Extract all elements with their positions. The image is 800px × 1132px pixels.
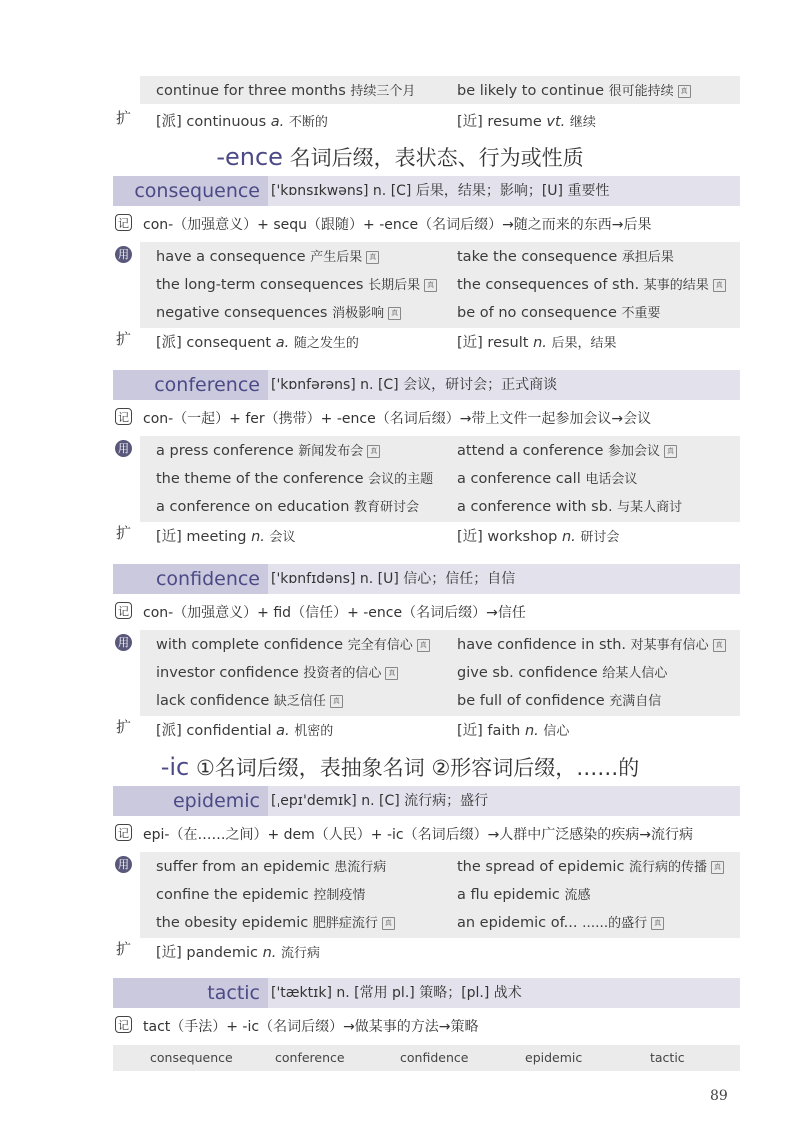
example-icon: 真 [330,695,343,708]
usage-item: take the consequence 承担后果 [457,249,674,265]
strip-word: consequence [150,1050,233,1065]
strip-word: conference [275,1050,345,1065]
usage-item: be likely to continue 很可能持续 真 [457,80,691,99]
headword-bar [113,176,740,206]
headword-bar [113,978,740,1008]
strip-word: epidemic [525,1050,583,1065]
example-icon: 真 [713,279,726,292]
definition: ['kɒnsɪkwəns] n. [C] 后果，结果；影响；[U] 重要性 [271,183,610,199]
expand-right: [近] result n. 后果，结果 [457,335,617,351]
strip-word: tactic [650,1050,685,1065]
usage-item: a flu epidemic 流感 [457,887,591,903]
memory-icon: 记 [115,1016,132,1033]
usage-item: confine the epidemic 控制疫情 [156,887,366,903]
usage-item: have confidence in sth. 对某事有信心 真 [457,634,726,653]
usage-item: an epidemic of... ……的盛行 真 [457,912,664,931]
expand-left: [近] meeting n. 会议 [156,529,296,545]
expand-icon: 扩 [115,718,131,736]
definition: [ˌepɪ'demɪk] n. [C] 流行病；盛行 [271,793,489,809]
definition: ['kɒnfərəns] n. [C] 会议，研讨会；正式商谈 [271,377,558,393]
memory-line: epi-（在……之间）+ dem（人民）+ -ic（名词后缀）→人群中广泛感染的疾病→流行病 [143,827,694,843]
usage-item: be of no consequence 不重要 [457,305,661,321]
usage-item: have a consequence 产生后果 真 [156,246,379,265]
example-icon: 真 [382,917,395,930]
expand-right: [近] resume vt. 继续 [457,114,596,130]
headword: consequence [113,176,268,206]
usage-icon: 用 [115,856,132,873]
memory-line: con-（一起）+ fer（携带）+ -ence（名词后缀）→带上文件一起参加会议→会议 [143,411,652,427]
usage-item: the consequences of sth. 某事的结果 真 [457,274,726,293]
expand-icon: 扩 [115,524,131,542]
expand-icon: 扩 [115,940,131,958]
usage-item: a conference on education 教育研讨会 [156,499,420,515]
memory-icon: 记 [115,602,132,619]
section-heading-ic: -ic ①名词后缀，表抽象名词 ②形容词后缀，……的 [160,753,640,781]
expand-right: [近] faith n. 信心 [457,723,570,739]
memory-line: con-（加强意义）+ fid（信任）+ -ence（名词后缀）→信任 [143,605,526,621]
example-icon: 真 [713,639,726,652]
word-strip [113,1045,740,1071]
memory-icon: 记 [115,214,132,231]
example-icon: 真 [678,85,691,98]
example-icon: 真 [388,307,401,320]
usage-item: the spread of epidemic 流行病的传播 真 [457,856,724,875]
usage-item: lack confidence 缺乏信任 真 [156,690,343,709]
expand-left: [派] continuous a. 不断的 [156,114,328,130]
usage-item: attend a conference 参加会议 真 [457,440,677,459]
definition: ['kɒnfɪdəns] n. [U] 信心；信任；自信 [271,571,516,587]
example-icon: 真 [664,445,677,458]
example-icon: 真 [385,667,398,680]
usage-item: suffer from an epidemic 患流行病 [156,859,387,875]
expand-right: [近] workshop n. 研讨会 [457,529,620,545]
usage-icon: 用 [115,440,132,457]
headword: confidence [113,564,268,594]
expand-icon: 扩 [115,330,131,348]
usage-item: a conference with sb. 与某人商讨 [457,499,683,515]
expand-icon: 扩 [115,109,131,127]
example-icon: 真 [651,917,664,930]
memory-line: con-（加强意义）+ sequ（跟随）+ -ence（名词后缀）→随之而来的东西→后果 [143,217,652,233]
page-number: 89 [710,1088,728,1104]
usage-icon: 用 [115,634,132,651]
headword: epidemic [113,786,268,816]
usage-item: negative consequences 消极影响 真 [156,302,401,321]
usage-icon: 用 [115,246,132,263]
headword-bar [113,786,740,816]
headword-bar [113,564,740,594]
headword: tactic [113,978,268,1008]
example-icon: 真 [711,861,724,874]
example-icon: 真 [367,445,380,458]
usage-item: a conference call 电话会议 [457,471,638,487]
expand-left: [派] confidential a. 机密的 [156,723,334,739]
example-icon: 真 [366,251,379,264]
strip-word: confidence [400,1050,469,1065]
usage-item: the obesity epidemic 肥胖症流行 真 [156,912,395,931]
usage-item: give sb. confidence 给某人信心 [457,665,668,681]
usage-item: the theme of the conference 会议的主题 [156,471,434,487]
headword-bar [113,370,740,400]
section-heading-ence: -ence 名词后缀，表状态、行为或性质 [216,143,584,171]
definition: ['tæktɪk] n. [常用 pl.] 策略；[pl.] 战术 [271,985,522,1001]
expand-left: [派] consequent a. 随之发生的 [156,335,359,351]
memory-line: tact（手法）+ -ic（名词后缀）→做某事的方法→策略 [143,1019,479,1035]
headword: conference [113,370,268,400]
example-icon: 真 [424,279,437,292]
usage-item: the long-term consequences 长期后果 真 [156,274,437,293]
usage-item: investor confidence 投资者的信心 真 [156,662,398,681]
memory-icon: 记 [115,408,132,425]
example-icon: 真 [417,639,430,652]
usage-item: a press conference 新闻发布会 真 [156,440,380,459]
usage-item: continue for three months 持续三个月 [156,83,416,99]
memory-icon: 记 [115,824,132,841]
usage-item: with complete confidence 完全有信心 真 [156,634,430,653]
expand-left: [近] pandemic n. 流行病 [156,945,320,961]
usage-item: be full of confidence 充满自信 [457,693,662,709]
